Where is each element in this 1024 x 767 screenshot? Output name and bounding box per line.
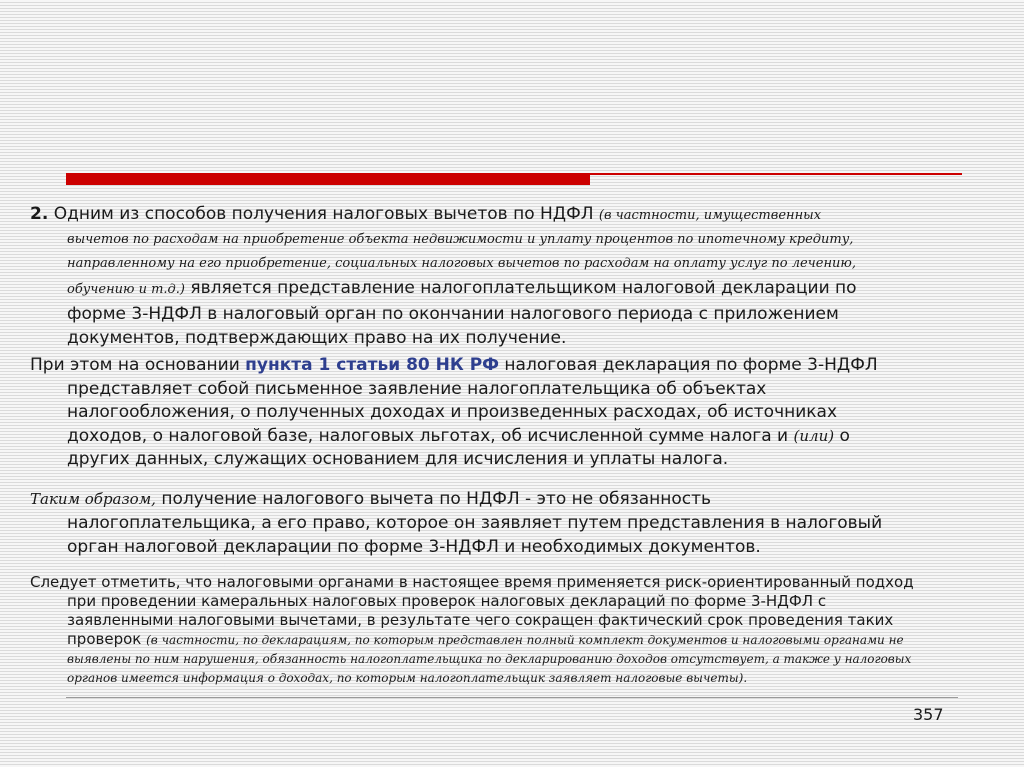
p2-line-5: других данных, служащих основанием для исчисления и уплаты налога.	[67, 449, 729, 469]
p2-line-3: налогообложения, о полученных доходах и произведенных расходах, об источниках	[67, 402, 838, 422]
law-reference-link[interactable]: пункта 1 статьи 80 НК РФ	[245, 355, 500, 375]
p2-line-1-text-b: налоговая декларация по форме 3-НДФЛ	[499, 355, 878, 375]
paragraph-risk-approach	[30, 573, 1000, 688]
p1-line-1-text: Одним из способов получения налоговых вычетов по НДФЛ	[48, 204, 599, 224]
p2-line-1-text-a: При этом на основании	[30, 355, 246, 375]
accent-bar	[66, 173, 590, 185]
p4-line-4-italic: (в частности, по декларациям, по которым представлен полный комплект документов и налоговыми органами не	[146, 633, 904, 647]
p1-line-5: форме 3-НДФЛ в налоговый орган по окончании налогового периода с приложением	[67, 304, 839, 324]
p4-line-1: Следует отметить, что налоговыми органами в настоящее время применяется риск-ориентированный подход	[30, 573, 914, 591]
p3-line-1	[30, 487, 985, 511]
p1-line-4-text: является представление налогоплательщиком налоговой декларации по	[185, 278, 857, 298]
p2-line-4	[30, 425, 985, 449]
p3-line-3: орган налоговой декларации по форме 3-НДФЛ и необходимых документов.	[67, 537, 761, 557]
footer-divider	[66, 697, 958, 698]
page-number: 357	[913, 705, 944, 724]
p4-line-2: при проведении камеральных налоговых проверок налоговых деклараций по форме 3-НДФЛ с	[67, 592, 827, 610]
p4-line-6: органов имеется информация о доходах, по которым налогоплательщик заявляет налоговые вычеты).	[67, 671, 748, 685]
p2-line-4-italic: (или)	[793, 426, 835, 445]
p1-line-6: документов, подтверждающих право на их получение.	[67, 328, 567, 348]
p3-line-2: налогоплательщика, а его право, которое он заявляет путем представления в налоговый	[67, 513, 883, 533]
p2-line-4-text-b: о	[834, 425, 850, 446]
p2-line-1	[30, 354, 985, 378]
paragraph-deduction-method	[30, 202, 980, 350]
p4-line-5: выявлены по ним нарушения, обязанность налогоплательщика по декларированию доходов отсутствует, а также у налоговых	[67, 652, 912, 666]
p3-line-1-text: получение налогового вычета по НДФЛ - это не обязанность	[155, 489, 712, 509]
p3-line-1-italic: Таким образом,	[30, 490, 156, 508]
item-number: 2.	[30, 204, 49, 224]
accent-line	[590, 173, 962, 175]
p1-line-1-italic: (в частности, имущественных	[598, 208, 822, 223]
p4-line-4-text: проверок	[67, 630, 147, 648]
p1-line-4	[30, 276, 980, 302]
p4-line-3: заявленными налоговыми вычетами, в результате чего сокращен фактический срок проведения таких	[67, 611, 894, 629]
paragraph-declaration-definition	[30, 354, 985, 472]
paragraph-conclusion	[30, 487, 985, 559]
p1-line-1	[30, 202, 980, 228]
p2-line-2: представляет собой письменное заявление налогоплательщика об объектах	[67, 378, 767, 399]
p2-line-4-text-a: доходов, о налоговой базе, налоговых льготах, об исчисленной сумме налога и	[67, 425, 794, 446]
p1-line-4-italic: обучению и т.д.)	[67, 282, 186, 297]
p1-line-3: направленному на его приобретение, социальных налоговых вычетов по расходам на оплату услуг по лечению,	[67, 256, 856, 271]
p4-line-4	[30, 630, 1000, 650]
p1-line-2: вычетов по расходам на приобретение объекта недвижимости и уплату процентов по ипотечному кредиту,	[67, 232, 854, 247]
